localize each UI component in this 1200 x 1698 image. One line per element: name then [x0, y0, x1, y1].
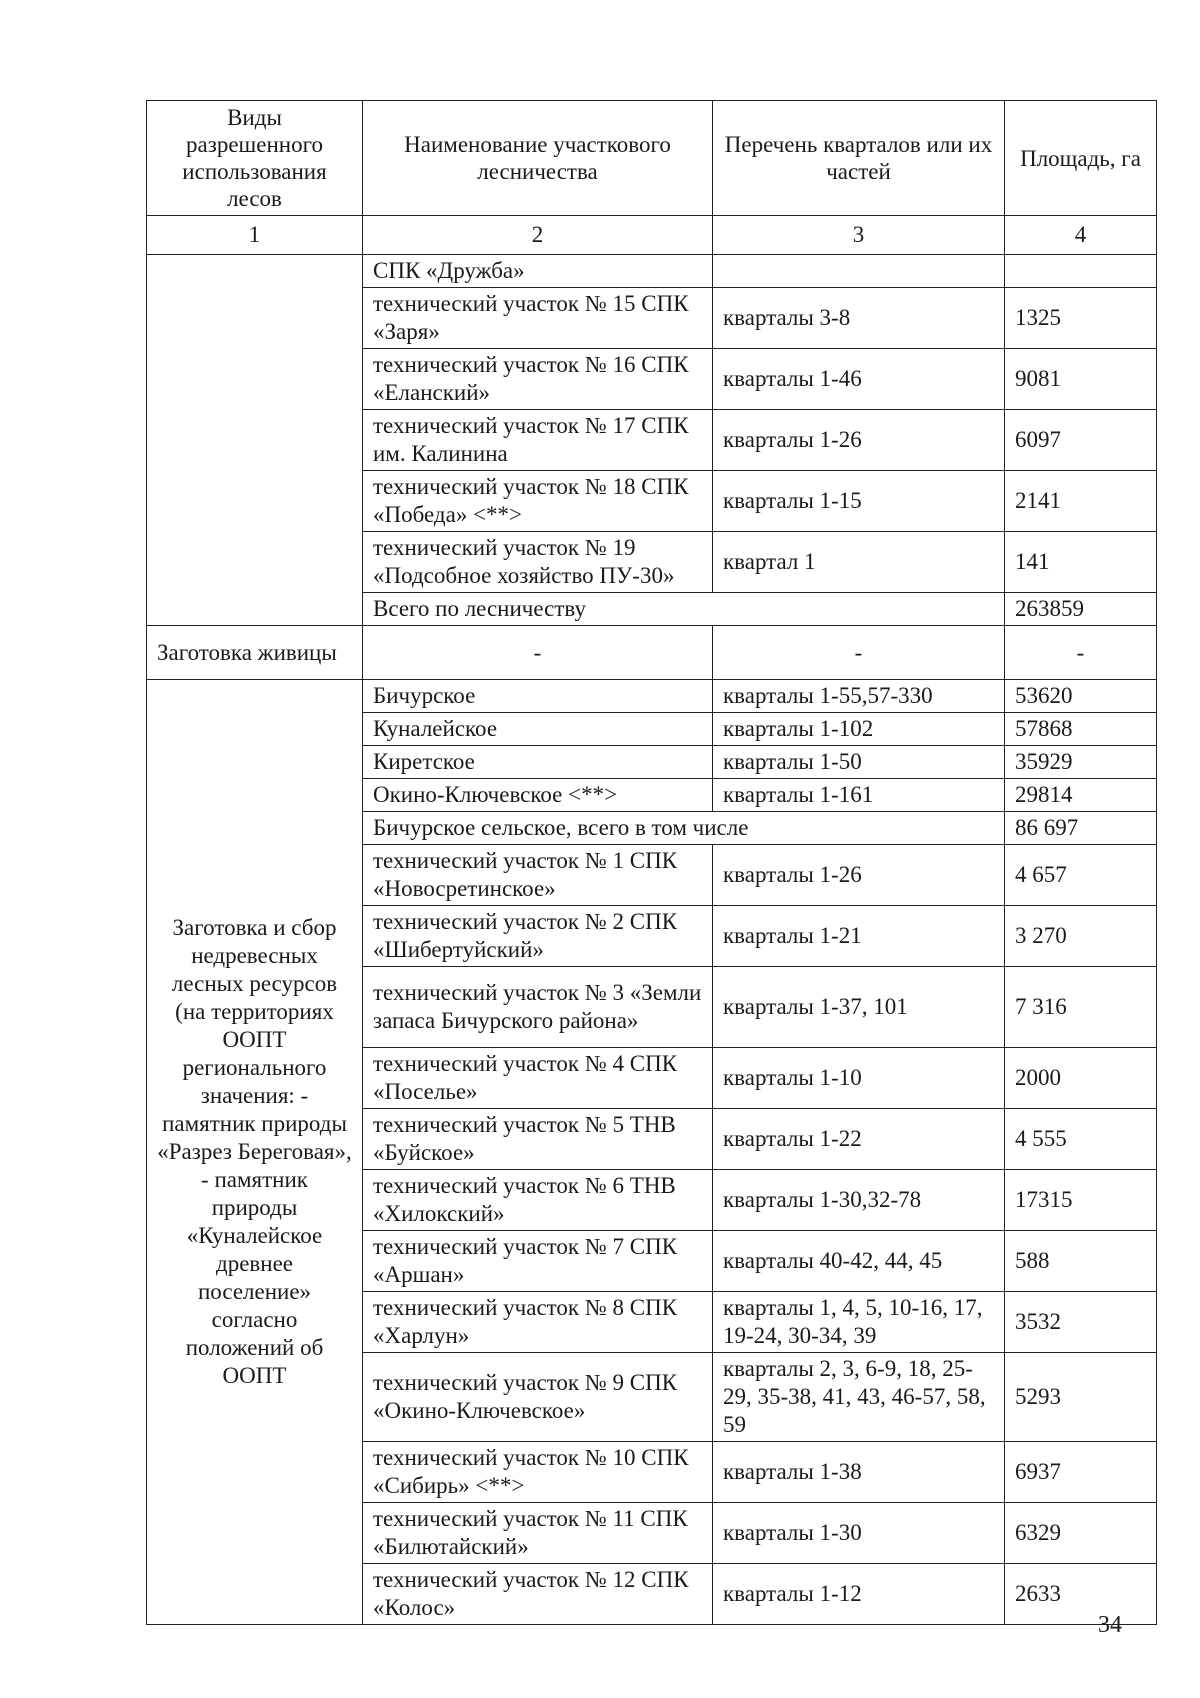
quarters-cell: кварталы 1-12 [713, 1564, 1005, 1625]
forestry-name: технический участок № 19 «Подсобное хозяйство ПУ-30» [363, 532, 713, 593]
quarters-cell: кварталы 1-21 [713, 906, 1005, 967]
forestry-name: СПК «Дружба» [363, 255, 713, 288]
forestry-name: технический участок № 10 СПК «Сибирь» <**> [363, 1442, 713, 1503]
quarters-cell: кварталы 1-22 [713, 1109, 1005, 1170]
use-type-cell-empty [147, 255, 363, 626]
forestry-name: - [363, 626, 713, 680]
forestry-name: технический участок № 17 СПК им. Калинина [363, 410, 713, 471]
forestry-name: технический участок № 12 СПК «Колос» [363, 1564, 713, 1625]
area-cell: 53620 [1005, 680, 1157, 713]
area-cell: 1325 [1005, 288, 1157, 349]
forestry-name: Окино-Ключевское <**> [363, 779, 713, 812]
column-number: 4 [1005, 216, 1157, 255]
forestry-name: Бичурское [363, 680, 713, 713]
use-type-non-timber: Заготовка и сбор недревесных лесных ресурсов (на территориях ООПТ регионального значения: - памятник природы «Разрез Береговая», - памятник природы «Куналейское древнее поселение» согласно положений об ООПТ [147, 680, 363, 1625]
forestry-name: технический участок № 2 СПК «Шибертуйский» [363, 906, 713, 967]
forestry-name: технический участок № 6 ТНВ «Хилокский» [363, 1170, 713, 1231]
area-cell: 2000 [1005, 1048, 1157, 1109]
area-cell [1005, 255, 1157, 288]
column-number: 2 [363, 216, 713, 255]
column-number-row [147, 216, 1157, 255]
forestry-name: технический участок № 1 СПК «Новосретинское» [363, 845, 713, 906]
use-type-resin: Заготовка живицы [147, 626, 363, 680]
forestry-name: Куналейское [363, 713, 713, 746]
area-cell: 6329 [1005, 1503, 1157, 1564]
quarters-cell: - [713, 626, 1005, 680]
forestry-name: технический участок № 18 СПК «Победа» <**> [363, 471, 713, 532]
quarters-cell: кварталы 1-30,32-78 [713, 1170, 1005, 1231]
forestry-name: технический участок № 9 СПК «Окино-Ключевское» [363, 1353, 713, 1442]
area-cell: - [1005, 626, 1157, 680]
area-cell: 3 270 [1005, 906, 1157, 967]
area-cell: 3532 [1005, 1292, 1157, 1353]
header-area: Площадь, га [1005, 101, 1157, 216]
quarters-cell: кварталы 1-10 [713, 1048, 1005, 1109]
subtotal-area: 86 697 [1005, 812, 1157, 845]
forestry-name: технический участок № 15 СПК «Заря» [363, 288, 713, 349]
header-use-type: Виды разрешенного использования лесов [147, 101, 363, 216]
quarters-cell: кварталы 1-50 [713, 746, 1005, 779]
quarters-cell: кварталы 40-42, 44, 45 [713, 1231, 1005, 1292]
forestry-name: технический участок № 7 СПК «Аршан» [363, 1231, 713, 1292]
subtotal-label: Бичурское сельское, всего в том числе [363, 812, 1005, 845]
quarters-cell: кварталы 1, 4, 5, 10-16, 17, 19-24, 30-34, 39 [713, 1292, 1005, 1353]
header-row [147, 101, 1157, 216]
page-number: 34 [1098, 1612, 1122, 1638]
quarters-cell: кварталы 1-55,57-330 [713, 680, 1005, 713]
quarters-cell: кварталы 1-26 [713, 410, 1005, 471]
area-cell: 141 [1005, 532, 1157, 593]
quarters-cell: кварталы 1-161 [713, 779, 1005, 812]
header-forestry-name: Наименование участкового лесничества [363, 101, 713, 216]
forest-use-table [146, 100, 1157, 1625]
table-row [147, 255, 1157, 288]
quarters-cell: кварталы 1-102 [713, 713, 1005, 746]
area-cell: 6937 [1005, 1442, 1157, 1503]
table-row [147, 680, 1157, 713]
area-cell: 6097 [1005, 410, 1157, 471]
area-cell: 4 555 [1005, 1109, 1157, 1170]
quarters-cell [713, 255, 1005, 288]
area-cell: 17315 [1005, 1170, 1157, 1231]
header-quarters: Перечень кварталов или их частей [713, 101, 1005, 216]
area-cell: 7 316 [1005, 967, 1157, 1048]
area-cell: 588 [1005, 1231, 1157, 1292]
forestry-name: технический участок № 11 СПК «Билютайский» [363, 1503, 713, 1564]
area-cell: 5293 [1005, 1353, 1157, 1442]
quarters-cell: кварталы 1-37, 101 [713, 967, 1005, 1048]
quarters-cell: кварталы 1-38 [713, 1442, 1005, 1503]
forestry-name: Киретское [363, 746, 713, 779]
quarters-cell: кварталы 1-46 [713, 349, 1005, 410]
resin-row [147, 626, 1157, 680]
total-label: Всего по лесничеству [363, 593, 1005, 626]
forestry-name: технический участок № 4 СПК «Поселье» [363, 1048, 713, 1109]
total-area: 263859 [1005, 593, 1157, 626]
forestry-name: технический участок № 3 «Земли запаса Бичурского района» [363, 967, 713, 1048]
area-cell: 2141 [1005, 471, 1157, 532]
area-cell: 29814 [1005, 779, 1157, 812]
forestry-name: технический участок № 5 ТНВ «Буйское» [363, 1109, 713, 1170]
column-number: 3 [713, 216, 1005, 255]
quarters-cell: квартал 1 [713, 532, 1005, 593]
area-cell: 35929 [1005, 746, 1157, 779]
area-cell: 2633 [1005, 1564, 1157, 1625]
quarters-cell: кварталы 1-15 [713, 471, 1005, 532]
forestry-name: технический участок № 8 СПК «Харлун» [363, 1292, 713, 1353]
column-number: 1 [147, 216, 363, 255]
quarters-cell: кварталы 1-26 [713, 845, 1005, 906]
area-cell: 57868 [1005, 713, 1157, 746]
forestry-name: технический участок № 16 СПК «Еланский» [363, 349, 713, 410]
area-cell: 9081 [1005, 349, 1157, 410]
quarters-cell: кварталы 2, 3, 6-9, 18, 25-29, 35-38, 41, 43, 46-57, 58, 59 [713, 1353, 1005, 1442]
quarters-cell: кварталы 3-8 [713, 288, 1005, 349]
area-cell: 4 657 [1005, 845, 1157, 906]
quarters-cell: кварталы 1-30 [713, 1503, 1005, 1564]
